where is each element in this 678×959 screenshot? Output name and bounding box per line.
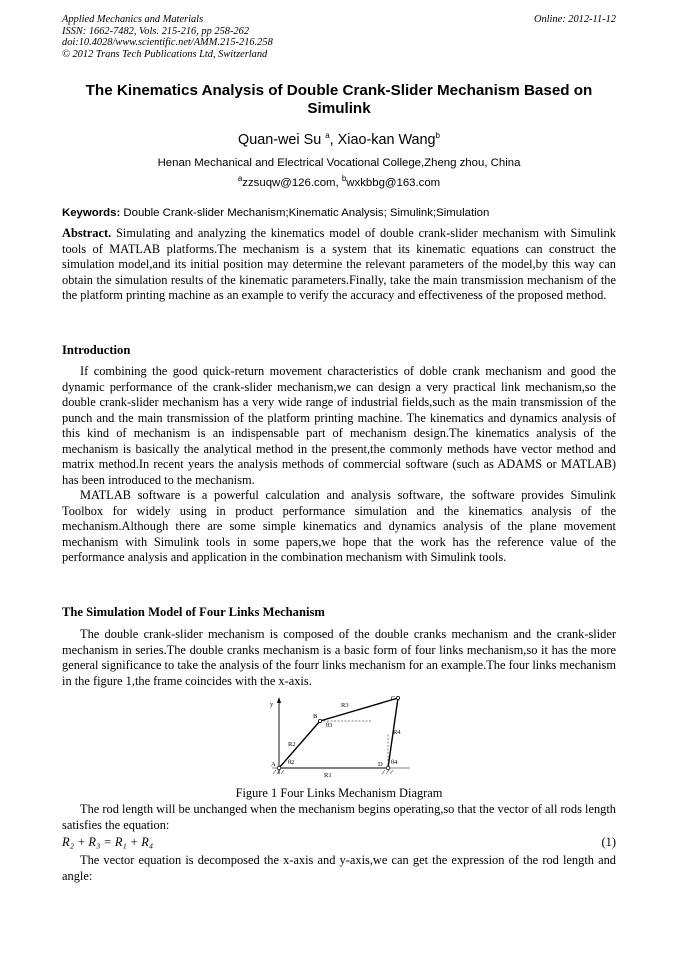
journal-name: Applied Mechanics and Materials [62, 14, 204, 25]
label-theta4: θ4 [391, 759, 398, 766]
joint-a [277, 766, 281, 770]
label-r3: R3 [341, 702, 349, 709]
figure-caption: Figure 1 Four Links Mechanism Diagram [235, 786, 443, 800]
label-theta2: θ2 [288, 759, 295, 766]
label-r1: R1 [324, 772, 332, 779]
label-theta3: θ3 [326, 722, 333, 729]
abstract: Abstract. Simulating and analyzing the kinematics model of double crank-slider mechanism with Simulink tools of MATLAB platforms.The mechanism is a system that its kinematic equations can construct the simulation model,and its initial position may determine the relevant parameters of the model,by this way can obtain the simulation results of the kinematic parameters.Finally, take the main transmission mechanism of the the platform printing machine as an example to verify the accuracy and effectiveness of the proposed method. [62, 226, 616, 302]
link-r3 [320, 698, 398, 721]
rod-length-paragraph: The rod length will be unchanged when the mechanism begins operating,so that the vector of all rods length satisfies the equation: [62, 802, 616, 832]
copyright: © 2012 Trans Tech Publications Ltd, Switzerland [62, 48, 268, 60]
joint-c [396, 696, 399, 699]
label-r2: R2 [288, 741, 296, 748]
equation-text: R₂ + R₃ = R₁ + R₄ [62, 835, 154, 849]
joint-d [386, 766, 390, 770]
issn: ISSN: 1662-7482, Vols. 215-216, pp 258-262 [62, 25, 250, 37]
section-heading-introduction: Introduction [62, 343, 131, 357]
four-links-diagram [260, 694, 420, 782]
emails: $^a$zzsuqw@126.com, $^b$wxkbbg@163.com [237, 174, 441, 189]
paragraph: If combining the good quick-return movement characteristics of doble crank mechanism and good the dynamic performance of the crank-slider mechanism,we can design a very practical link mechanism,so the double crank-slider mechanism has a very wide range of industrial fields,such as the main transmission of the punch and the main transmission of the platform printing machine. The kinematics and dynamics analysis of this kind of mechanism is an indispensable part of mechanism design.The kinematics analysis of the mechanism is basically the analytical method in the present,the commonly methods have vector method and matrix method.In recent years the analysis methods of commercial software (such as ADAMS or MATLAB) has been introduced to the mechanism. [62, 364, 616, 487]
label-b: B [313, 713, 318, 720]
paper-title: The Kinematics Analysis of Double Crank-Slider Mechanism Based on Simulink [85, 82, 593, 117]
paragraph: MATLAB software is a powerful calculation and analysis software, the software provides Simulink Toolbox for widely using in product performance simulation and the kinematics analysis of the mechanism.Although there are some simple kinematics and dynamics analysis of the plane movement mechanism with Simulink tools in some papers,we hope that the work has the reference value of the performance analysis and application in the combination mechanism with Simulink tools. [62, 488, 616, 564]
section-heading-simulation: The Simulation Model of Four Links Mechanism [62, 605, 325, 619]
simulation-body [62, 627, 616, 689]
y-axis-arrow [277, 697, 281, 703]
introduction-body [62, 364, 616, 566]
y-label: y [270, 701, 274, 708]
equation-1 [62, 835, 616, 850]
affiliation: Henan Mechanical and Electrical Vocational College,Zheng zhou, China $^a$zzsuqw@126.com, $^b$wxkbbg@163.com [62, 156, 616, 191]
label-r4: R4 [393, 729, 401, 736]
paragraph: The double crank-slider mechanism is composed of the double cranks mechanism and the crank-slider mechanism in series.The double cranks mechanism is a basic form of four links mechanism,so it has the more general significance to take the analysis of the fourr links mechanism for an example.The four links mechanism in the figure 1,the frame coincides with the x-axis. [62, 627, 616, 688]
joint-b [318, 719, 321, 722]
page-header [62, 14, 616, 60]
online-date: Online: 2012-11-12 [533, 14, 616, 25]
label-a: A [271, 761, 276, 768]
equation-number: (1) [601, 835, 616, 849]
ground-hatch-a [273, 770, 284, 774]
authors: Quan-wei Su $^a$, Xiao-kan Wang$^b$ [238, 131, 440, 148]
label-c: C [391, 695, 396, 702]
keywords: Keywords: Double Crank-slider Mechanism;Kinematic Analysis; Simulink;Simulation [62, 207, 490, 219]
link-r2 [279, 721, 320, 768]
label-d: D [378, 761, 383, 768]
doi: doi:10.4028/www.scientific.net/AMM.215-216.258 [62, 37, 273, 49]
vector-paragraph: The vector equation is decomposed the x-axis and y-axis,we can get the expression of the rod length and angle: [62, 853, 616, 883]
ground-hatch-d [382, 770, 393, 774]
